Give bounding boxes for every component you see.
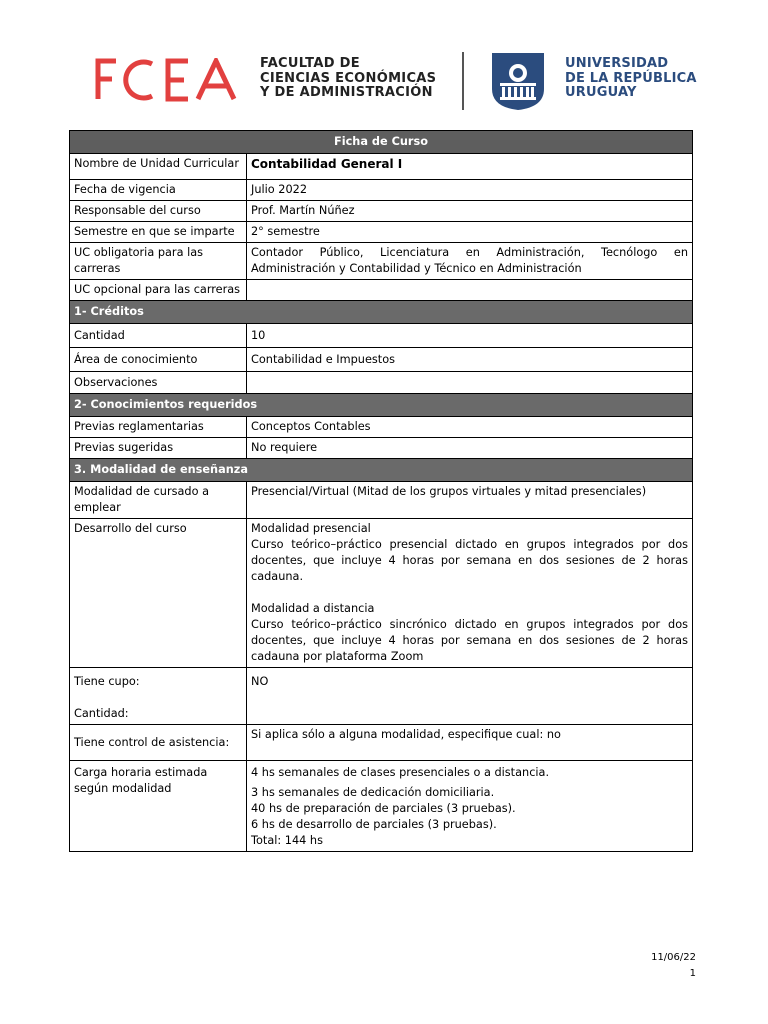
table-row [70,348,693,372]
university-seal-icon [490,51,546,111]
table-row [70,482,693,519]
section-row-conocimientos [70,394,693,417]
table-row [70,761,693,852]
carga-line-3: 40 hs de preparación de parciales (3 pruebas). [251,802,516,815]
table-row [70,519,693,668]
table-row [70,201,693,222]
modalidad-label: Modalidad de cursado a emplear [70,482,247,519]
responsable-value: Prof. Martín Núñez [247,201,693,222]
university-line-1: UNIVERSIDAD [565,56,669,71]
carga-value [247,761,693,852]
responsable-label: Responsable del curso [70,201,247,222]
table-row [70,725,693,761]
university-line-3: URUGUAY [565,85,637,100]
desarrollo-presencial-text: Curso teórico–práctico presencial dictado en grupos integrados por dos docentes, que incluye 4 horas por semana en dos sesiones de 2 horas cadauna. [251,538,688,583]
fecha-label: Fecha de vigencia [70,180,247,201]
table-row [70,222,693,243]
carga-label-2: según modalidad [74,782,172,795]
section-title-modalidad: 3. Modalidad de enseñanza [70,459,693,482]
asistencia-label: Tiene control de asistencia: [70,725,247,761]
course-name: Contabilidad General I [251,157,403,171]
carga-line-4: 6 hs de desarrollo de parciales (3 pruebas). [251,818,497,831]
desarrollo-distancia-title: Modalidad a distancia [251,602,375,615]
opcional-value [247,280,693,301]
fecha-value: Julio 2022 [247,180,693,201]
faculty-name [260,57,436,101]
footer-date: 11/06/22 [651,952,696,963]
cantidad-value: 10 [247,324,693,348]
carga-line-1: 4 hs semanales de clases presenciales o a distancia. [251,766,550,779]
previas-regl-value: Conceptos Contables [247,417,693,438]
previas-regl-label: Previas reglamentarias [70,417,247,438]
opcional-label: UC opcional para las carreras [70,280,247,301]
desarrollo-label: Desarrollo del curso [70,519,247,668]
carga-line-2: 3 hs semanales de dedicación domiciliaria. [251,786,495,799]
page-number: 1 [689,968,696,979]
cupo-value: NO [247,668,693,725]
faculty-line-1: FACULTAD DE [260,56,360,71]
desarrollo-presencial-title: Modalidad presencial [251,522,371,535]
table-row [70,372,693,394]
section-row-creditos [70,301,693,324]
page-header [0,0,768,125]
table-row [70,668,693,725]
obligatoria-value: Contador Público, Licenciatura en Administración, Tecnólogo en Administración y Contabilidad y Técnico en Administración [247,243,693,280]
previas-sug-label: Previas sugeridas [70,438,247,459]
carga-label-1: Carga horaria estimada [74,766,208,779]
faculty-line-2: CIENCIAS ECONÓMICAS [260,70,437,86]
table-row [70,243,693,280]
course-sheet-table [69,130,693,852]
table-row [70,280,693,301]
table-title: Ficha de Curso [70,131,693,154]
section-title-conocimientos: 2- Conocimientos requeridos [70,394,693,417]
section-row-modalidad [70,459,693,482]
university-line-2: DE LA REPÚBLICA [565,70,697,86]
obs-label: Observaciones [70,372,247,394]
table-row [70,438,693,459]
cantidad-label: Cantidad [70,324,247,348]
obs-value [247,372,693,394]
nombre-value [247,154,693,180]
area-label: Área de conocimiento [70,348,247,372]
area-value: Contabilidad e Impuestos [247,348,693,372]
table-row [70,417,693,438]
table-row [70,154,693,180]
header-divider [462,52,464,110]
fcea-logo [94,58,244,102]
nombre-label: Nombre de Unidad Curricular [70,154,247,180]
cupo-cantidad-label: Cantidad: [74,707,129,720]
modalidad-value: Presencial/Virtual (Mitad de los grupos virtuales y mitad presenciales) [247,482,693,519]
table-row [70,324,693,348]
cupo-label: Tiene cupo: [74,675,140,688]
faculty-line-3: Y DE ADMINISTRACIÓN [260,85,433,100]
asistencia-value: Si aplica sólo a alguna modalidad, especifique cual: no [247,725,693,761]
university-name [565,57,697,101]
section-title-creditos: 1- Créditos [70,301,693,324]
semestre-label: Semestre en que se imparte [70,222,247,243]
desarrollo-distancia-text: Curso teórico–práctico sincrónico dictado en grupos integrados por dos docentes, que incluye 4 horas por semana en dos sesiones de 2 horas cadauna por plataforma Zoom [251,618,688,663]
desarrollo-value [247,519,693,668]
previas-sug-value: No requiere [247,438,693,459]
carga-line-5: Total: 144 hs [251,834,323,847]
table-row [70,180,693,201]
obligatoria-label: UC obligatoria para las carreras [70,243,247,280]
table-title-row [70,131,693,154]
cupo-label-cell [70,668,247,725]
semestre-value: 2° semestre [247,222,693,243]
carga-label-cell [70,761,247,852]
